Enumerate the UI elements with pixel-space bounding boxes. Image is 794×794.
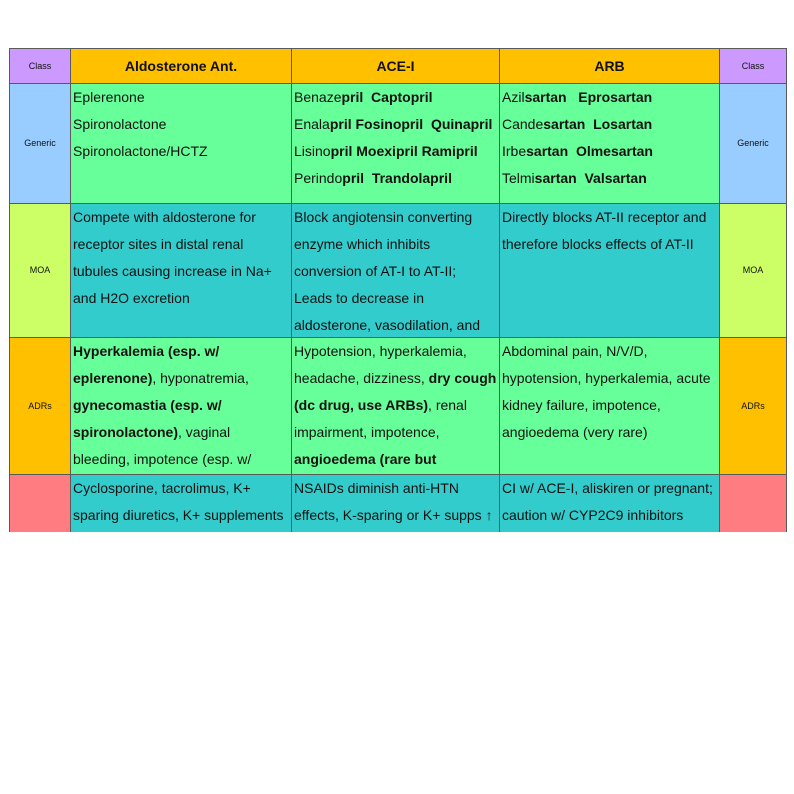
drug-name: Eprosartan	[578, 89, 653, 105]
row-label-generic	[9, 83, 71, 204]
drug-stem: Enala	[294, 116, 330, 132]
interactions-aldosterone-cell	[70, 474, 292, 532]
generic-drug-line	[294, 165, 497, 192]
header-class-right-text: Class	[741, 60, 765, 71]
adr-highlight: dry cough (dc drug, use ARBs)	[294, 370, 497, 413]
generic-ace-i-cell	[291, 83, 500, 204]
drug-stem: Benaze	[294, 89, 342, 105]
generic-drug-line	[294, 138, 497, 165]
adr-highlight: gynecomastia (esp. w/ spironolactone)	[73, 397, 222, 440]
drug-name: Quinapril	[430, 116, 493, 132]
generic-drug: Spironolactone/HCTZ	[73, 143, 208, 159]
row-label-generic-text: Generic	[24, 138, 56, 148]
drug-stem: Lisino	[294, 143, 331, 159]
drug-suffix: pril	[342, 170, 365, 186]
adr-highlight: Hyperkalemia (esp. w/ eplerenone)	[73, 343, 220, 386]
moa-arb-text: Directly blocks AT-II receptor and therefore blocks effects of AT-II	[502, 209, 707, 252]
header-class-right	[719, 48, 787, 84]
row-label-adrs-text: ADRs	[28, 400, 52, 411]
generic-drug: Spironolactone	[73, 116, 167, 132]
header-aldosterone-ant	[70, 48, 292, 84]
generic-drug-line	[294, 84, 497, 111]
generic-drug-line	[502, 111, 717, 138]
header-class-left-text: Class	[28, 60, 52, 71]
moa-aldosterone-text: Compete with aldosterone for receptor sites in distal renal tubules causing increase in Na+ and H2O excretion	[73, 209, 272, 306]
moa-ace-i-text: Block angiotensin converting enzyme which inhibits conversion of AT-I to AT-II; Leads to decrease in aldosterone, vasodilation, and	[294, 209, 481, 333]
adrs-arb-cell	[499, 337, 720, 475]
adr-text: , renal impairment, impotence,	[294, 397, 467, 440]
row-label-generic-right	[719, 83, 787, 204]
adr-text: , hyponatremia,	[152, 370, 249, 386]
drug-suffix: pril Moexipril Ramipril	[330, 143, 478, 159]
drug-stem: Telmi	[502, 170, 535, 186]
row-label-adrs	[9, 337, 71, 475]
adr-highlight: angioedema (rare but	[294, 451, 437, 467]
adrs-aldosterone-cell	[70, 337, 292, 475]
row-label-moa-right	[719, 203, 787, 338]
drug-suffix: pril	[341, 89, 364, 105]
header-col2-text: ACE-I	[376, 57, 415, 74]
generic-drug-line	[502, 138, 717, 165]
generic-drug-line	[294, 111, 497, 138]
header-arb	[499, 48, 720, 84]
generic-arb-cell	[499, 83, 720, 204]
header-col1-text: Aldosterone Ant.	[124, 57, 238, 74]
adr-text: , vaginal bleeding, impotence (esp. w/	[73, 424, 252, 467]
drug-stem: Azil	[502, 89, 525, 105]
header-col3-text: ARB	[594, 57, 625, 74]
interactions-ace-i-cell	[291, 474, 500, 532]
adr-text: Hypotension, hyperkalemia, headache, dizziness,	[294, 343, 467, 386]
drug-name: Olmesartan	[575, 143, 653, 159]
generic-drug-line	[502, 84, 717, 111]
row-label-interactions-right	[719, 474, 787, 532]
drug-suffix: sartan	[526, 143, 569, 159]
adrs-ace-i-cell	[291, 337, 500, 475]
drug-name: Valsartan	[584, 170, 647, 186]
interactions-arb-text: CI w/ ACE-I, aliskiren or pregnant; caution w/ CYP2C9 inhibitors	[502, 480, 713, 523]
row-label-adrs-right-text: ADRs	[741, 400, 765, 411]
drug-suffix: sartan	[524, 89, 567, 105]
drug-name: Trandolapril	[371, 170, 452, 186]
interactions-aldosterone-text: Cyclosporine, tacrolimus, K+ sparing diuretics, K+ supplements	[73, 480, 284, 523]
row-label-generic-right-text: Generic	[737, 138, 769, 148]
interactions-arb-cell	[499, 474, 720, 532]
header-class-left	[9, 48, 71, 84]
interactions-ace-i-text: NSAIDs diminish anti-HTN effects, K-sparing or K+ supps ↑	[294, 480, 493, 523]
generic-drug-line	[502, 165, 717, 192]
row-label-adrs-right	[719, 337, 787, 475]
drug-stem: Perindo	[294, 170, 343, 186]
generic-drug: Eplerenone	[73, 89, 145, 105]
drug-suffix: sartan	[534, 170, 577, 186]
drug-comparison-table	[9, 48, 787, 532]
generic-aldosterone-cell	[70, 83, 292, 204]
row-label-interactions	[9, 474, 71, 532]
row-label-moa-right-text: MOA	[742, 265, 764, 275]
row-label-moa-text: MOA	[29, 265, 51, 275]
header-ace-i	[291, 48, 500, 84]
moa-arb-cell	[499, 203, 720, 338]
drug-stem: Irbe	[502, 143, 527, 159]
moa-aldosterone-cell	[70, 203, 292, 338]
drug-name: Losartan	[593, 116, 653, 132]
drug-name: Captopril	[371, 89, 433, 105]
row-label-moa	[9, 203, 71, 338]
moa-ace-i-cell	[291, 203, 500, 338]
drug-suffix: pril Fosinopril	[329, 116, 424, 132]
drug-stem: Cande	[502, 116, 544, 132]
adrs-arb-text: Abdominal pain, N/V/D, hypotension, hyperkalemia, acute kidney failure, impotence, angioedema (very rare)	[502, 343, 711, 440]
drug-suffix: sartan	[543, 116, 586, 132]
